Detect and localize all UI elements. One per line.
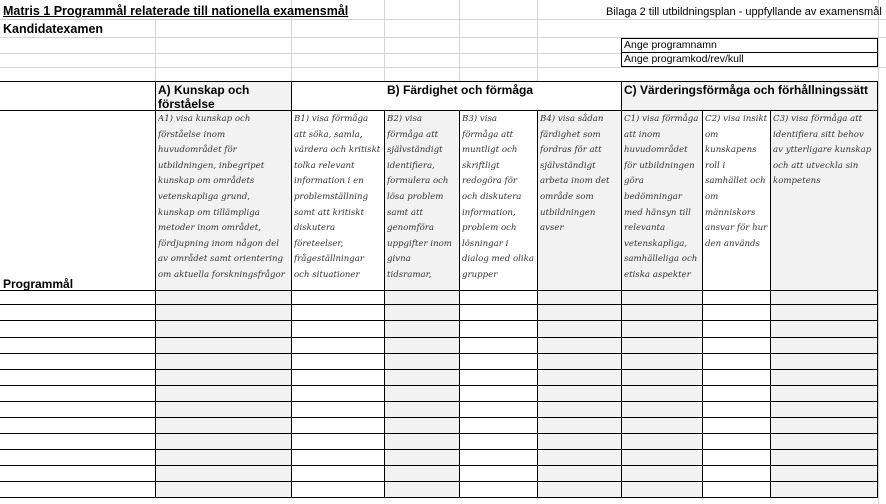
program-code-field[interactable]: Ange programkod/rev/kull <box>624 53 744 65</box>
goal-b3-text: B3) visa förmåga att muntligt och skriftligt redogöra för och diskutera information, problem och lösningar i dialog med olika grupper <box>462 114 534 280</box>
goal-a1-text: A1) visa kunskap och förståelse inom huvudområdet för utbildningen, inbegripet kunskap om områdets vetenskapliga grund, kunskap om tillämpliga metoder inom området, fördjupning inom någon del av området samt orientering om aktuella forskningsfrågor <box>158 114 285 280</box>
goal-c1-text: C1) visa förmåga att inom huvudområdet för utbildningen göra bedömningar med hänsyn till relevanta vetenskapliga, samhälleliga och etiska aspekter <box>624 114 699 280</box>
row-label-programmal: Programmål <box>3 277 74 291</box>
program-name-field[interactable]: Ange programnamn <box>624 39 717 51</box>
group-b-header: B) Färdighet och förmåga <box>387 83 534 97</box>
goal-c3-text: C3) visa förmåga att identifiera sitt behov av ytterligare kunskap och att utveckla sin kompetens <box>773 114 872 187</box>
appendix-note: Bilaga 2 till utbildningsplan - uppfyllande av examensmål <box>606 6 882 18</box>
document-subtitle: Kandidatexamen <box>3 22 104 36</box>
group-a-header: A) Kunskap och förståelse <box>158 83 250 111</box>
document-title: Matris 1 Programmål relaterade till nationella examensmål <box>3 4 349 18</box>
goal-b1-text: B1) visa förmåga att söka, samla, värdera och kritiskt tolka relevant information i en problemställning samt att kritiskt diskutera företeelser, frågeställningar och situationer <box>294 114 381 280</box>
group-c-header: C) Värderingsförmåga och förhållningssätt <box>624 83 869 97</box>
goal-c2-text: C2) visa insikt om kunskapens roll i samhället och om människors ansvar för hur den används <box>705 114 768 249</box>
goal-b2-text: B2) visa förmåga att självständigt identifiera, formulera och lösa problem samt att genomföra uppgifter inom givna tidsramar, <box>387 114 452 280</box>
goal-b4-text: B4) visa sådan färdighet som fordras för att självständigt arbeta inom det område som utbildningen avser <box>540 114 610 234</box>
